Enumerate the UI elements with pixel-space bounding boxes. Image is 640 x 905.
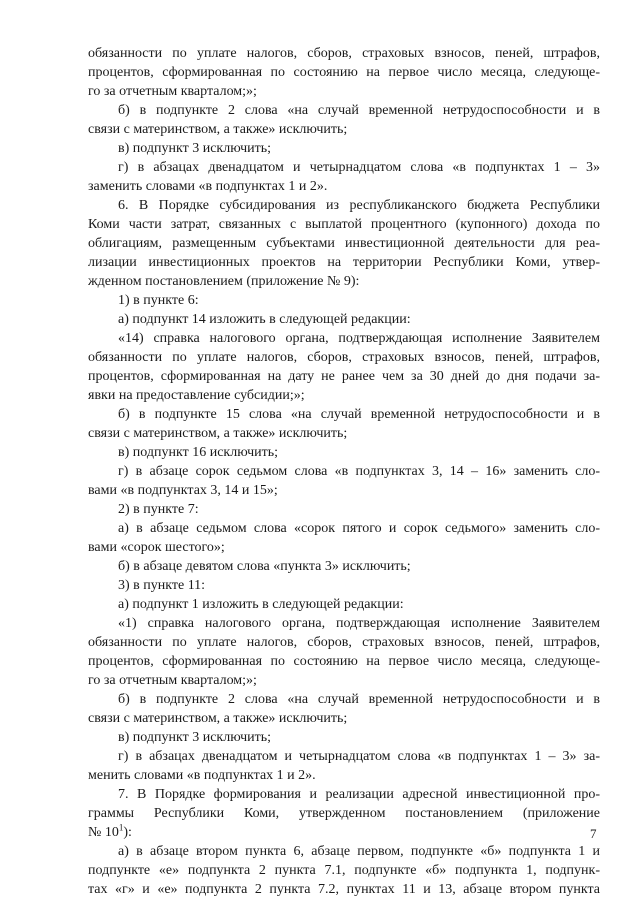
text-line: связи с материнством, а также» исключить;: [88, 122, 348, 137]
text-line: обязанности по уплате налогов, сборов, страховых взносов, пеней, штрафов,: [88, 635, 600, 650]
text-line: «14) справка налогового органа, подтверждающая исполнение Заявителем: [118, 331, 600, 346]
text-line: облигациям, размещенным субъектами инвестиционной деятельности для реа-: [88, 236, 600, 251]
text-line: «1) справка налогового органа, подтверждающая исполнение Заявителем: [118, 616, 600, 631]
appendix-number: № 10: [88, 825, 119, 840]
text-line: б) в подпункте 15 слова «на случай временной нетрудоспособности и в: [118, 407, 600, 422]
text-line: 6. В Порядке субсидирования из республиканского бюджета Республики: [118, 198, 600, 213]
text-line: 7. В Порядке формирования и реализации адресной инвестиционной про-: [118, 787, 600, 802]
text-line: г) в абзацах двенадцатом и четырнадцатом слова «в подпунктах 1 – 3»: [118, 160, 600, 175]
text-line: б) в абзаце девятом слова «пункта 3» исключить;: [118, 559, 411, 574]
text-line: 2) в пункте 7:: [118, 502, 199, 517]
text-line: в) подпункт 3 исключить;: [118, 141, 272, 156]
text-line: процентов, сформированная по состоянию на первое число месяца, следующе-: [88, 65, 600, 80]
text-line: г) в абзацах двенадцатом и четырнадцатом слова «в подпунктах 1 – 3» за-: [118, 749, 600, 764]
text-line: подпункте «е» подпункта 2 пункта 7.1, подпункте «б» подпункта 1, подпунк-: [88, 863, 600, 878]
text-line: а) подпункт 1 изложить в следующей редакции:: [118, 597, 404, 612]
text-line: процентов, сформированная на дату не ранее чем за 30 дней до дня подачи за-: [88, 369, 600, 384]
text-line: б) в подпункте 2 слова «на случай временной нетрудоспособности и в: [118, 103, 600, 118]
text-line: в) подпункт 3 исключить;: [118, 730, 272, 745]
page-number: 7: [590, 826, 597, 841]
text-line: явки на предоставление субсидии;»;: [88, 388, 305, 403]
text-line-appendix-ref: [88, 823, 600, 842]
text-line: лизации инвестиционных проектов на территории Республики Коми, утвер-: [88, 255, 600, 270]
text-line: граммы Республики Коми, утвержденном постановлением (приложение: [88, 806, 600, 821]
text-line: б) в подпункте 2 слова «на случай временной нетрудоспособности и в: [118, 692, 600, 707]
document-body: [88, 44, 600, 899]
text-line: 1) в пункте 6:: [118, 293, 199, 308]
text-line: Коми части затрат, связанных с выплатой процентного (купонного) дохода по: [88, 217, 600, 232]
text-line: жденном постановлением (приложение № 9):: [88, 274, 360, 289]
text-line: вами «в подпунктах 3, 14 и 15»;: [88, 483, 278, 498]
text-line: связи с материнством, а также» исключить;: [88, 426, 348, 441]
text-line: процентов, сформированная по состоянию на первое число месяца, следующе-: [88, 654, 600, 669]
text-line: а) в абзаце втором пункта 6, абзаце первом, подпункте «б» подпункта 1 и: [118, 844, 600, 859]
text-line: обязанности по уплате налогов, сборов, страховых взносов, пеней, штрафов,: [88, 46, 600, 61]
text-line: а) подпункт 14 изложить в следующей редакции:: [118, 312, 411, 327]
text-line: го за отчетным кварталом;»;: [88, 84, 257, 99]
appendix-superscript: 1: [118, 823, 124, 833]
text-line: вами «сорок шестого»;: [88, 540, 225, 555]
text-line: 3) в пункте 11:: [118, 578, 206, 593]
text-line: а) в абзаце седьмом слова «сорок пятого и сорок седьмого» заменить сло-: [118, 521, 600, 536]
text-line: связи с материнством, а также» исключить;: [88, 711, 348, 726]
text-line: заменить словами «в подпунктах 1 и 2».: [88, 179, 328, 194]
text-line: в) подпункт 16 исключить;: [118, 445, 279, 460]
text-line: г) в абзаце сорок седьмом слова «в подпунктах 3, 14 – 16» заменить сло-: [118, 464, 600, 479]
text-line: го за отчетным кварталом;»;: [88, 673, 257, 688]
text-fragment: ):: [123, 825, 132, 840]
text-line: менить словами «в подпунктах 1 и 2».: [88, 768, 316, 783]
text-line: обязанности по уплате налогов, сборов, страховых взносов, пеней, штрафов,: [88, 350, 600, 365]
text-line: тах «г» и «е» подпункта 2 пункта 7.2, пунктах 11 и 13, абзаце втором пункта: [88, 882, 600, 897]
